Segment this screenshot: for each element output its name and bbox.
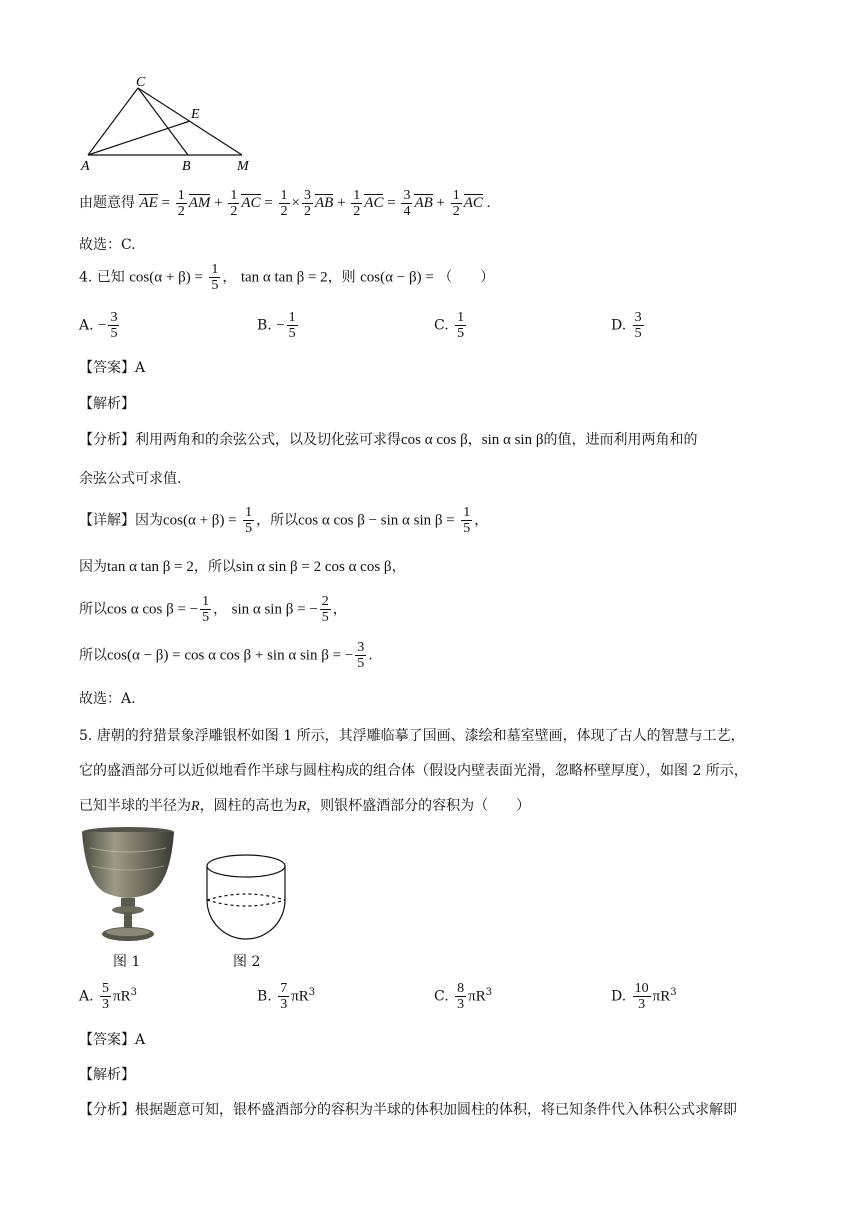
vec-ac-1: AC [241, 194, 261, 211]
q5-analysis-head: 【解析】 [79, 1067, 135, 1083]
q4-option-b-sign: − [276, 317, 285, 334]
q4-line3-e: ， [391, 559, 406, 575]
q4-detail-line1: 【详解】因为cos(α + β) = $\frac{1}{5}$ ，所以cos α cos β − sin α sin β = $\frac{1}{5}$ ， [79, 505, 489, 536]
vertex-label-a: A [81, 159, 90, 174]
q5-option-b-exp: 3 [308, 986, 316, 998]
q4-analysis-line2: 余弦公式可求值. [79, 471, 182, 487]
q4-detail-a: 【详解】因为 [79, 512, 163, 529]
q4-option-a-label: A. [79, 317, 94, 334]
vec-ac-3: AC [463, 194, 483, 211]
q4-option-a-sign: − [98, 317, 107, 334]
q4-option-c [434, 310, 468, 341]
q4-choose: 故选：A. [79, 691, 136, 707]
q4-ask-pre: ，则 [327, 269, 356, 286]
q5-r-2: R [297, 799, 307, 814]
q4-detail-c: ，所以 [256, 512, 299, 529]
q4-option-b-num: 1 [288, 310, 296, 325]
fig1-caption: 图 1 [113, 954, 141, 970]
q4-option-d [611, 310, 646, 341]
q4-line3-b: tan α tan β = 2 [107, 559, 194, 575]
q5-option-b-num: 7 [280, 981, 288, 996]
q5-analysis-line1: 【分析】根据题意可知，银杯盛酒部分的容积为半球的体积加圆柱的体积，将已知条件代入体积公式求解即 [79, 1102, 737, 1118]
q4-given1: cos(α + β) = [129, 269, 203, 286]
q4-line3-d: sin α sin β = 2 cos α cos β [235, 559, 392, 575]
q4-line4-a: 所以 [79, 601, 107, 618]
q4-sep: ， [222, 269, 237, 286]
q4-detail-e: ， [474, 512, 489, 529]
q4-answer: 【答案】A [79, 360, 146, 376]
q5-option-c-exp: 3 [485, 986, 493, 998]
point-label-m: M [237, 159, 249, 174]
q4-option-d-den: 5 [634, 326, 642, 341]
q4-analysis-line1 [79, 431, 698, 449]
point-label-b: B [182, 159, 191, 174]
q4-line4-c: ， [213, 601, 228, 618]
q4-option-a-den: 5 [110, 326, 118, 341]
q4-paren: （ ） [438, 269, 495, 286]
q4-detail-line3: 所以cos α cos β = − $\frac{1}{5}$ ， sin α sin β = − $\frac{2}{5}$ ， [79, 594, 347, 625]
vec-ae: AE [139, 194, 158, 211]
q5-option-a-tail: πR [113, 988, 131, 1005]
q5-option-c [434, 981, 492, 1012]
q4-option-a [79, 310, 121, 341]
q5-option-a-exp: 3 [130, 986, 137, 998]
q4-stem: 4. 已知 cos(α + β) = $\frac{1}{5}$ ， tan α tan β = 2，则 cos(α − β) = （ ） [79, 262, 495, 293]
vec-ab-2: AB [414, 194, 433, 211]
q4-option-a-num: 3 [110, 310, 118, 325]
q5-option-a-num: 5 [102, 981, 110, 996]
q4-given2: tan α tan β = 2 [240, 269, 328, 286]
q4-analysis-1e: 的值，进而利用两角和的 [543, 432, 698, 448]
q4-ask: cos(α − β) = [360, 269, 434, 286]
vec-ab-1: AB [315, 194, 334, 211]
q4-option-c-num: 1 [457, 310, 465, 325]
q5-option-a-label: A. [79, 988, 94, 1005]
q4-line5-a: 所以 [79, 647, 107, 664]
q4-analysis-head: 【解析】 [79, 396, 135, 412]
point-label-e: E [191, 107, 200, 122]
q4-option-d-num: 3 [634, 310, 642, 325]
vec-am: AM [188, 194, 211, 211]
q4-line5-b: cos(α − β) = cos α cos β + sin α sin β = − [107, 647, 354, 664]
q5-line3b: ，圆柱的高也为 [199, 798, 298, 814]
q4-detail-d: cos α cos β − sin α sin β = [298, 512, 455, 529]
q5-line3c: ，则银杯盛酒部分的容积为（ ） [306, 798, 531, 814]
q5-option-c-num: 8 [457, 981, 465, 996]
q5-option-a-den: 3 [102, 997, 110, 1012]
q5-line3a: 已知半球的半径为 [79, 798, 191, 814]
q4-option-b-den: 5 [288, 326, 296, 341]
q4-line3-c: ，所以 [193, 559, 236, 575]
fig2-caption: 图 2 [233, 954, 261, 970]
q4-detail-line4: 所以cos(α − β) = cos α cos β + sin α sin β = − $\frac{3}{5}$ . [79, 640, 373, 671]
vector-prefix: 由题意得 [79, 194, 135, 211]
q4-analysis-1d: sin α sin β [481, 432, 544, 448]
q5-option-d [611, 981, 677, 1012]
q4-analysis-1a: 【分析】利用两角和的余弦公式，以及切化弦可求得 [79, 432, 401, 448]
q4-analysis-1b: cos α cos β [401, 432, 468, 448]
q5-answer: 【答案】A [79, 1032, 146, 1048]
q4-line5-c: . [368, 647, 373, 664]
q4-option-c-den: 5 [457, 326, 465, 341]
q4-line4-e: ， [332, 601, 347, 618]
q5-option-d-den: 3 [638, 997, 646, 1012]
q4-line3-a: 因为 [79, 559, 107, 575]
vector-equation-line: 由题意得 AE = $\frac{1}{2}$ AM + $\frac{1}{2}$ AC = $\frac{1}{2}$ × $\frac{3}{2}$ AB + $\frac{1}{2}$ AC = $\frac{3}{4}$ AB + $\frac{1}{2}$ AC . [79, 188, 491, 219]
q4-line4-d: sin α sin β = − [231, 601, 318, 618]
q5-option-a [79, 981, 137, 1012]
q5-r-1: R [191, 799, 200, 814]
q4-option-d-label: D. [611, 317, 627, 334]
q5-option-b-tail: πR [291, 988, 309, 1005]
q4-option-b [257, 310, 300, 341]
vec-ac-2: AC [364, 194, 384, 211]
q5-option-d-num: 10 [634, 981, 649, 996]
q5-option-d-exp: 3 [670, 986, 677, 998]
q4-detail-line2 [79, 558, 406, 576]
q5-option-b [257, 981, 315, 1012]
q5-option-b-den: 3 [280, 997, 288, 1012]
triangle-figure [74, 72, 264, 174]
q5-option-c-den: 3 [457, 997, 465, 1012]
q5-line3 [79, 797, 530, 816]
vertex-label-c: C [136, 75, 146, 90]
q5-line2: 它的盛酒部分可以近似地看作半球与圆柱构成的组合体（假设内壁表面光滑，忽略杯壁厚度），如图 2 所示， [79, 763, 748, 779]
q4-analysis-1c: ， [467, 432, 482, 448]
q5-option-b-label: B. [257, 988, 272, 1005]
q4-option-b-label: B. [257, 317, 272, 334]
q5-line1: 5. 唐朝的狩猎景象浮雕银杯如图 1 所示，其浮雕临摹了国画、漆绘和墓室壁画，体现了古人的智慧与工艺， [79, 728, 745, 744]
silver-cup-image [80, 826, 176, 944]
q4-option-c-label: C. [434, 317, 449, 334]
hemisphere-cylinder-figure [201, 852, 291, 944]
q5-option-c-tail: πR [468, 988, 486, 1005]
q5-option-c-label: C. [434, 988, 449, 1005]
choose-c: 故选：C. [79, 237, 136, 253]
q4-line4-b: cos α cos β = − [107, 601, 199, 618]
q4-detail-b: cos(α + β) = [163, 512, 237, 529]
q5-option-d-tail: πR [652, 988, 671, 1005]
q5-option-d-label: D. [611, 988, 627, 1005]
q4-num: 4. 已知 [79, 269, 125, 286]
